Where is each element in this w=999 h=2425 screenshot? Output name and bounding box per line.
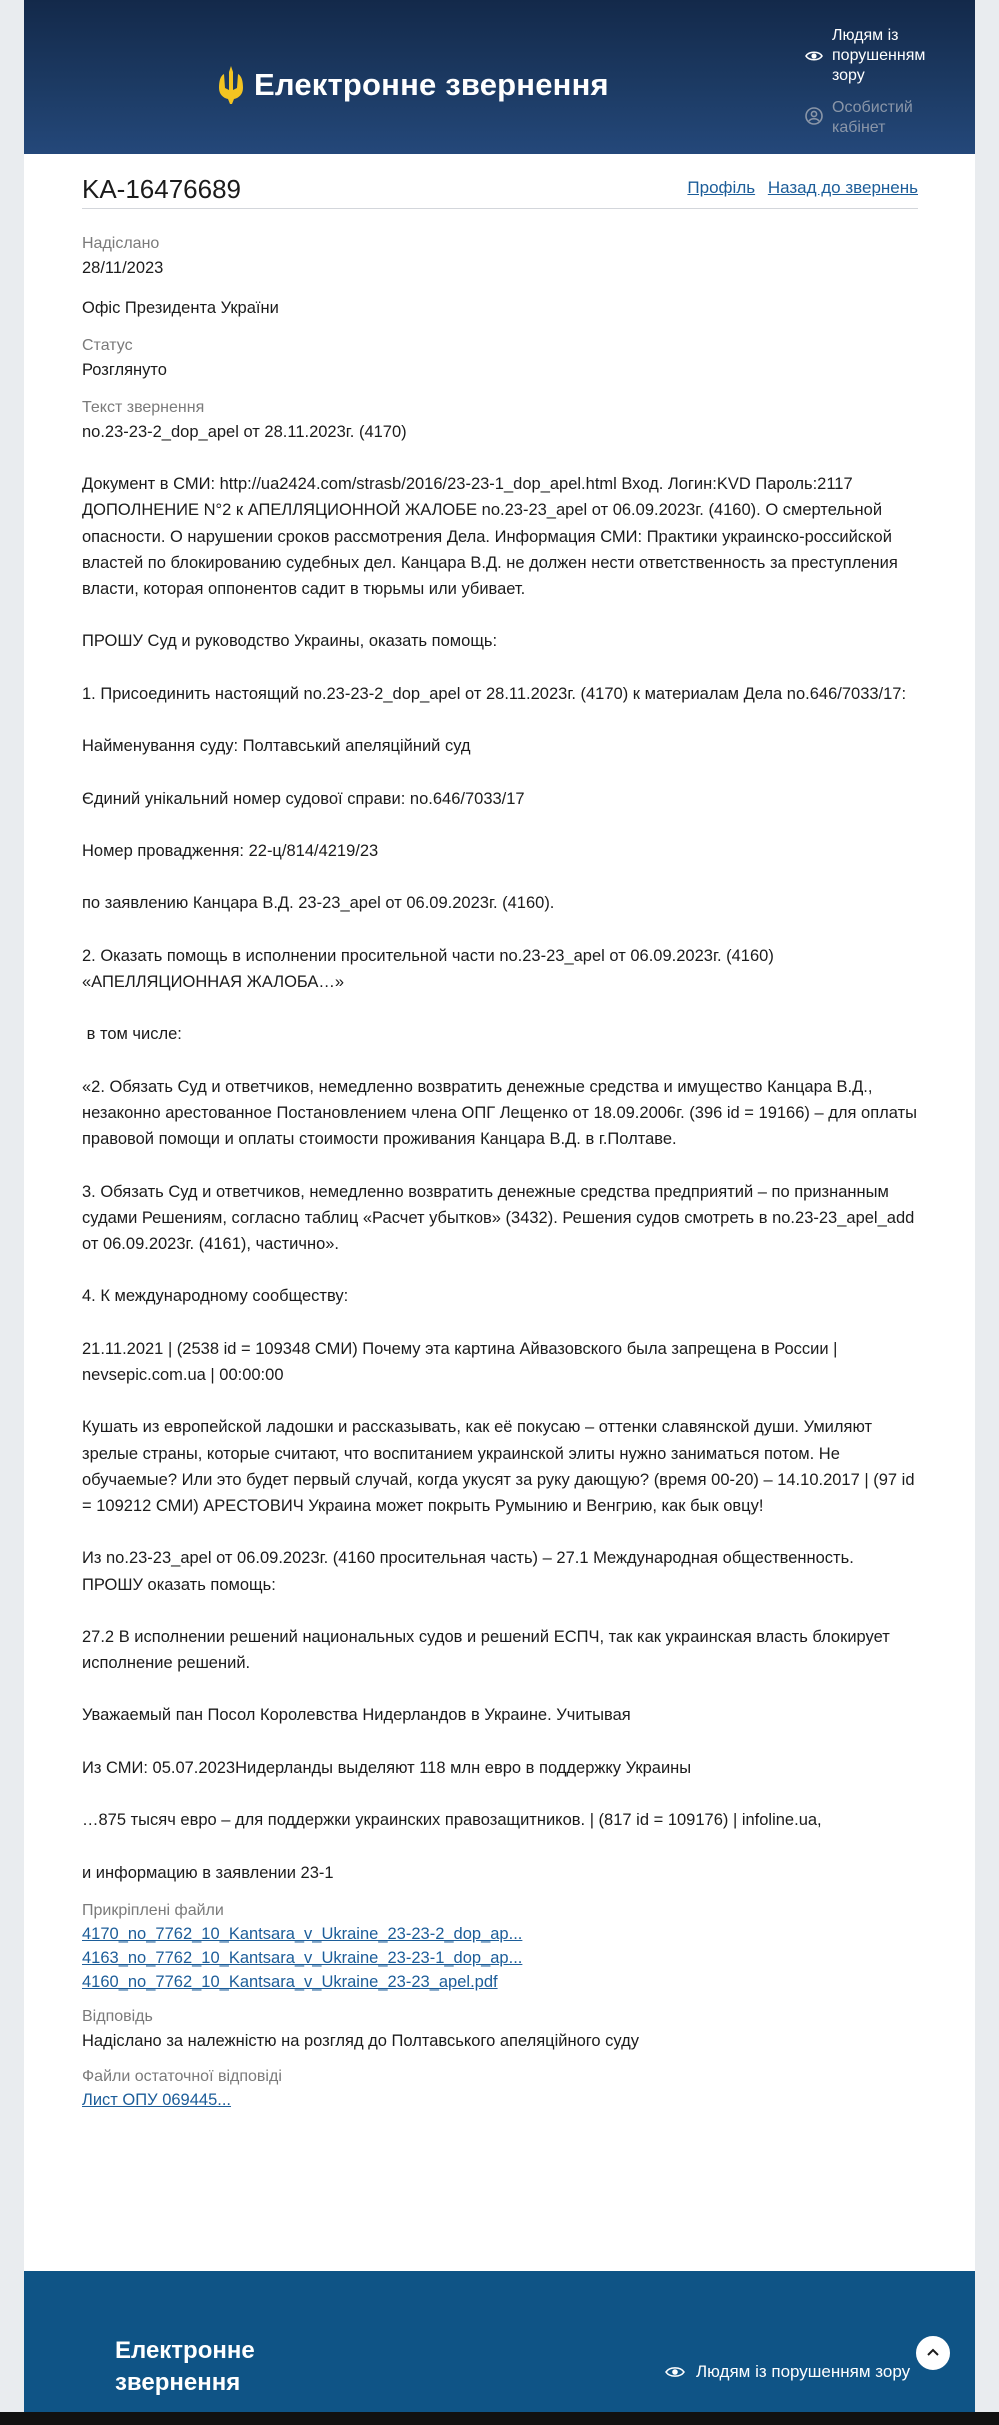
eye-icon [664, 2361, 686, 2383]
site-footer [24, 2271, 975, 2425]
final-files-label: Файли остаточної відповіді [82, 2067, 282, 2085]
brand-title: Електронне звернення [254, 67, 609, 102]
appeal-paragraph: 21.11.2021 | (2538 id = 109348 СМИ) Почему эта картина Айвазовского была запрещена в России | nevsepic.com.ua | 00:00:00 [82, 1339, 843, 1384]
attached-file-link[interactable]: 4170_no_7762_10_Kantsara_v_Ukraine_23-23-2_dop_ap... [82, 1924, 523, 1943]
appeal-nav [679, 178, 918, 198]
appeal-paragraph: 2. Оказать помощь в исполнении просительной части no.23-23_apel от 06.09.2023г. (4160) «АПЕЛЛЯЦИОННАЯ ЖАЛОБА…» [82, 946, 779, 991]
bottom-strip [0, 2412, 999, 2425]
personal-cabinet-label: Особистий кабінет [832, 99, 913, 136]
appeal-paragraph: «2. Обязать Суд и ответчиков, немедленно возвратить денежные средства и имущество Канцара В.Д., незаконно арестованное Постановлением члена ОПГ Лещенко от 18.09.2006г. (396 id = 19166) – для оплаты правовой помощи и оплаты стоимости проживания Канцара В.Д. в г.Полтаве. [82, 1077, 922, 1149]
sent-label: Надіслано [82, 235, 160, 252]
profile-link[interactable]: Профіль [687, 178, 756, 197]
attached-file-link[interactable]: 4163_no_7762_10_Kantsara_v_Ukraine_23-23-1_dop_ap... [82, 1948, 523, 1967]
appeal-paragraph: Єдиний унікальний номер судової справи: no.646/7033/17 [82, 789, 525, 808]
eye-icon [804, 46, 824, 66]
footer-vision-impaired-label: Людям із порушенням зору [696, 2362, 911, 2381]
answer-label: Відповідь [82, 2007, 153, 2025]
appeal-text-section [82, 397, 922, 1886]
scroll-to-top-button[interactable] [914, 2334, 952, 2372]
appeal-paragraph: 4. К международному сообществу: [82, 1287, 349, 1306]
trident-icon [216, 64, 246, 106]
sent-date: 28/11/2023 [82, 259, 164, 277]
appeal-paragraph: 27.2 В исполнении решений национальных судов и решений ЕСПЧ, так как украинская власть блокирует исполнение решений. [82, 1627, 895, 1673]
status-section [82, 335, 918, 383]
appeal-titlebar [82, 170, 918, 209]
appeal-paragraph: Кушать из европейской ладошки и рассказывать, как её покусаю – оттенки славянской души. Умиляют зрелые страны, которые считают, что воспитанием украинской элиты нужно заниматься потом. Не обучаемые? Или это будет первый случай, когда укусят за руку дающую? (время 00-20) – 14.10.2017 | (97 id = 109212 СМИ) АРЕСТОВИЧ Украина может покрыть Румынию и Венгрию, как бык овцу! [82, 1418, 920, 1515]
vision-impaired-label: Людям із порушенням зору [832, 27, 926, 84]
appeal-paragraph: Найменування суду: Полтавський апеляційний суд [82, 737, 471, 756]
vision-impaired-link[interactable] [804, 26, 942, 86]
appeal-text-label: Текст звернення [82, 399, 205, 416]
appeal-paragraph: Из no.23-23_apel от 06.09.2023г. (4160 просительная часть) – 27.1 Международная общественность. ПРОШУ оказать помощь: [82, 1549, 859, 1594]
status-value: Розглянуто [82, 361, 167, 379]
sent-section [82, 233, 918, 281]
appeal-paragraph: 1. Присоединить настоящий no.23-23-2_dop_apel от 28.11.2023г. (4170) к материалам Дела no.646/7033/17: [82, 684, 907, 703]
final-files-section [82, 2066, 918, 2112]
page [24, 0, 975, 2425]
appeal-id: KA-16476689 [82, 174, 242, 204]
answer-value: Надіслано за належністю на розгляд до Полтавського апеляційного суду [82, 2031, 639, 2050]
attached-files-label: Прикріплені файли [82, 1901, 224, 1919]
appeal-paragraph: Номер провадження: 22-ц/814/4219/23 [82, 841, 379, 860]
appeal-paragraph: Уважаемый пан Посол Королевства Нидерландов в Украине. Учитывая [82, 1706, 631, 1725]
appeal-paragraph: и информацию в заявлении 23-1 [82, 1863, 334, 1882]
appeal-paragraph: ПРОШУ Суд и руководство Украины, оказать помощь: [82, 632, 498, 651]
appeal-text-body [82, 471, 922, 1886]
footer-vision-impaired-link[interactable] [664, 2361, 910, 2383]
footer-brand[interactable]: Електронне звернення [115, 2337, 255, 2396]
attached-files-section [82, 1900, 918, 1994]
appeal-paragraph: Из СМИ: 05.07.2023Нидерланды выделяют 118 млн евро в поддержку Украины [82, 1758, 692, 1777]
appeal-text-title: no.23-23-2_dop_apel от 28.11.2023г. (4170) [82, 423, 407, 441]
attached-file-link[interactable]: 4160_no_7762_10_Kantsara_v_Ukraine_23-23_apel.pdf [82, 1972, 498, 1991]
chevron-up-icon [925, 2345, 941, 2361]
user-circle-icon [804, 106, 824, 126]
site-header [24, 0, 975, 154]
appeal-content [82, 170, 922, 2112]
personal-cabinet-link[interactable] [804, 98, 942, 138]
recipient: Офіс Президента України [82, 299, 279, 317]
answer-section [82, 2006, 918, 2054]
brand-logo[interactable] [216, 64, 609, 106]
back-to-appeals-link[interactable]: Назад до звернень [767, 178, 918, 197]
appeal-paragraph: 3. Обязать Суд и ответчиков, немедленно возвратить денежные средства предприятий – по признанным судами Решениям, согласно таблиц «Расчет убытков» (3432). Решения судов смотреть в no.23-23_apel_add от 06.09.2023г. (4161), частично». [82, 1182, 919, 1253]
status-label: Статус [82, 337, 133, 354]
appeal-paragraph: в том числе: [82, 1025, 182, 1044]
appeal-paragraph: Документ в СМИ: http://ua2424.com/strasb/2016/23-23-1_dop_apel.html Вход. Логин:KVD Пароль:2117 ДОПОЛНЕНИЕ N°2 к АПЕЛЛЯЦИОННОЙ ЖАЛОБЕ no.23-23_apel от 06.09.2023г. (4160). О смертельной опасности. О нарушении сроков рассмотрения Дела. Информация СМИ: Практики украинско-российской властей по блокированию судебных дел. Канцара В.Д. не должен нести ответственность за преступления власти, которая оппонентов садит в тюрьмы или убивает. [82, 475, 903, 598]
appeal-paragraph: …875 тысяч евро – для поддержки украинских правозащитников. | (817 id = 109176) | infoline.ua, [82, 1811, 822, 1830]
appeal-paragraph: по заявлению Канцара В.Д. 23-23_apel от 06.09.2023г. (4160). [82, 894, 555, 913]
final-file-link[interactable]: Лист ОПУ 069445... [82, 2090, 232, 2109]
